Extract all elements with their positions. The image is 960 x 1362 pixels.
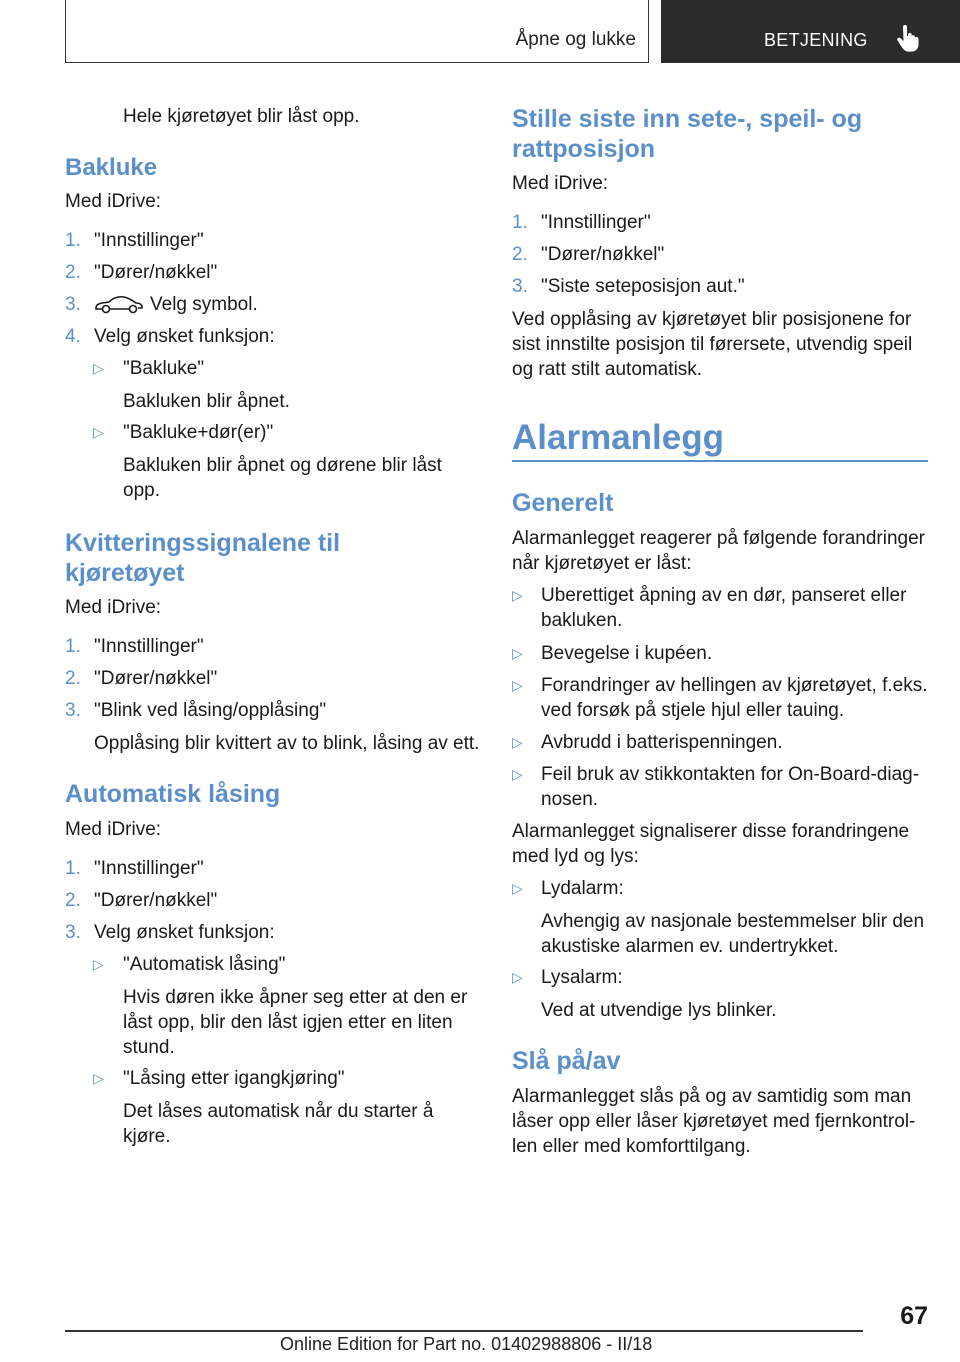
list-item [65, 888, 477, 913]
option-label: "Automatisk låsing" [123, 954, 286, 975]
triangle-bullet-icon: ▷ [93, 424, 104, 440]
step-text: Velg ønsket funksjon: [94, 922, 275, 943]
slaa-body: Alarmanlegget slås på og av samtidig som man låser opp eller låser kjøretøyet med fjernkontrol-len eller med komforttilgang. [512, 1086, 916, 1157]
bullet-text: Forandringer av hellingen av kjøretøyet, f.eks. ved forsøk på stjele hjul eller tauing. [541, 675, 928, 721]
bakluke-lead: Med iDrive: [65, 191, 162, 212]
list-item [512, 762, 930, 817]
list-item [65, 856, 477, 881]
list-item [65, 952, 477, 1062]
step-number: 4. [65, 326, 81, 347]
heading-alarmanlegg: Alarmanlegg [512, 418, 724, 457]
option-label: "Låsing etter igangkjøring" [123, 1068, 345, 1089]
step-text: "Dører/nøkkel" [94, 890, 218, 911]
list-item [65, 666, 477, 691]
list-item [512, 730, 930, 755]
option-desc: Hvis døren ikke åpner seg etter at den er låst opp, blir den låst igjen etter en liten stund. [123, 987, 468, 1058]
heading-stille: Stille siste inn sete-, speil- og rattposisjon [512, 105, 863, 163]
kvittering-lead: Med iDrive: [65, 597, 162, 618]
heading-generelt: Generelt [512, 489, 614, 517]
list-item [512, 583, 930, 638]
heading-bakluke: Bakluke [65, 154, 158, 181]
step-number: 1. [65, 636, 81, 657]
list-item [512, 242, 930, 267]
step-number: 2. [512, 244, 528, 265]
step-number: 3. [65, 294, 81, 315]
step-text: Velg symbol. [150, 294, 258, 315]
step-number: 2. [65, 668, 81, 689]
step-number: 2. [65, 890, 81, 911]
triangle-bullet-icon: ▷ [512, 880, 523, 896]
step-text: "Blink ved låsing/opplåsing" [94, 700, 327, 721]
header-section-tab [65, 0, 649, 63]
option-label: "Bakluke" [123, 358, 205, 379]
list-item [65, 420, 477, 500]
list-item [512, 274, 930, 299]
heading-rule [512, 460, 928, 462]
list-item [512, 965, 930, 1025]
list-item [65, 920, 477, 945]
kvittering-note: Opplåsing blir kvittert av to blink, låsing av ett. [94, 733, 480, 754]
header-chapter-title: BETJENING [764, 30, 868, 50]
step-number: 1. [65, 230, 81, 251]
intro-text: Hele kjøretøyet blir låst opp. [123, 106, 360, 127]
option-desc: Bakluken blir åpnet. [123, 391, 290, 412]
header-chapter-tab [661, 0, 960, 63]
footer-rule [65, 1330, 863, 1332]
step-text: "Dører/nøkkel" [94, 262, 218, 283]
triangle-bullet-icon: ▷ [512, 766, 523, 782]
step-number: 2. [65, 262, 81, 283]
list-item [65, 1066, 477, 1146]
car-icon [94, 294, 144, 314]
signal-label: Lysalarm: [541, 967, 623, 988]
step-text: "Siste seteposisjon aut." [541, 276, 745, 297]
bullet-text: Bevegelse i kupéen. [541, 643, 713, 664]
triangle-bullet-icon: ▷ [512, 645, 523, 661]
heading-automatisk: Automatisk låsing [65, 780, 281, 808]
step-text: Velg ønsket funksjon: [94, 326, 275, 347]
list-item [65, 698, 477, 723]
bullet-text: Uberettiget åpning av en dør, panseret eller bakluken. [541, 585, 907, 631]
option-desc: Bakluken blir åpnet og dørene blir låst opp. [123, 455, 442, 501]
step-text: "Innstillinger" [94, 230, 204, 251]
step-text: "Dører/nøkkel" [541, 244, 665, 265]
triangle-bullet-icon: ▷ [93, 360, 104, 376]
stille-body: Ved opplåsing av kjøretøyet blir posisjonene for sist innstilte posisjon til førersete, utvendig speil og ratt stilt automatisk. [512, 309, 913, 380]
heading-kvittering: Kvitteringssignalene til kjøretøyet [65, 529, 341, 587]
bullet-text: Feil bruk av stikkontakten for On-Board-diag-nosen. [541, 764, 920, 810]
step-text: "Dører/nøkkel" [94, 668, 218, 689]
signal-desc: Avhengig av nasjonale bestemmelser blir den akustiske alarmen ev. undertrykket. [541, 911, 925, 957]
list-item [65, 324, 477, 349]
step-text: "Innstillinger" [541, 212, 651, 233]
triangle-bullet-icon: ▷ [512, 734, 523, 750]
step-text: "Innstillinger" [94, 636, 204, 657]
list-item [65, 260, 477, 285]
step-number: 3. [65, 700, 81, 721]
list-item [512, 641, 930, 666]
step-text: "Innstillinger" [94, 858, 204, 879]
list-item [65, 634, 477, 659]
triangle-bullet-icon: ▷ [93, 1070, 104, 1086]
bullet-text: Avbrudd i batterispenningen. [541, 732, 783, 753]
triangle-bullet-icon: ▷ [512, 587, 523, 603]
list-item [512, 673, 930, 728]
option-desc: Det låses automatisk når du starter å kjøre. [123, 1101, 434, 1147]
triangle-bullet-icon: ▷ [512, 677, 523, 693]
generelt-lead: Alarmanlegget reagerer på følgende forandringer når kjøretøyet er låst: [512, 528, 925, 574]
triangle-bullet-icon: ▷ [93, 956, 104, 972]
hand-pointer-icon [896, 25, 920, 53]
footer-edition: Online Edition for Part no. 01402988806 - II/18 [280, 1334, 653, 1354]
list-item [65, 292, 477, 317]
option-label: "Bakluke+dør(er)" [123, 422, 274, 443]
signal-label: Lydalarm: [541, 878, 624, 899]
step-number: 1. [65, 858, 81, 879]
list-item [65, 228, 477, 253]
header-section-title: Åpne og lukke [515, 29, 636, 50]
automatisk-lead: Med iDrive: [65, 819, 162, 840]
signal-text: Alarmanlegget signaliserer disse forandringene med lyd og lys: [512, 821, 910, 867]
list-item [512, 876, 930, 961]
signal-desc: Ved at utvendige lys blinker. [541, 1000, 777, 1021]
step-number: 1. [512, 212, 528, 233]
step-number: 3. [512, 276, 528, 297]
page-number: 67 [900, 1302, 928, 1330]
heading-slaa: Slå på/av [512, 1047, 621, 1075]
triangle-bullet-icon: ▷ [512, 969, 523, 985]
list-item [65, 356, 477, 416]
stille-lead: Med iDrive: [512, 173, 609, 194]
list-item [512, 210, 930, 235]
step-number: 3. [65, 922, 81, 943]
